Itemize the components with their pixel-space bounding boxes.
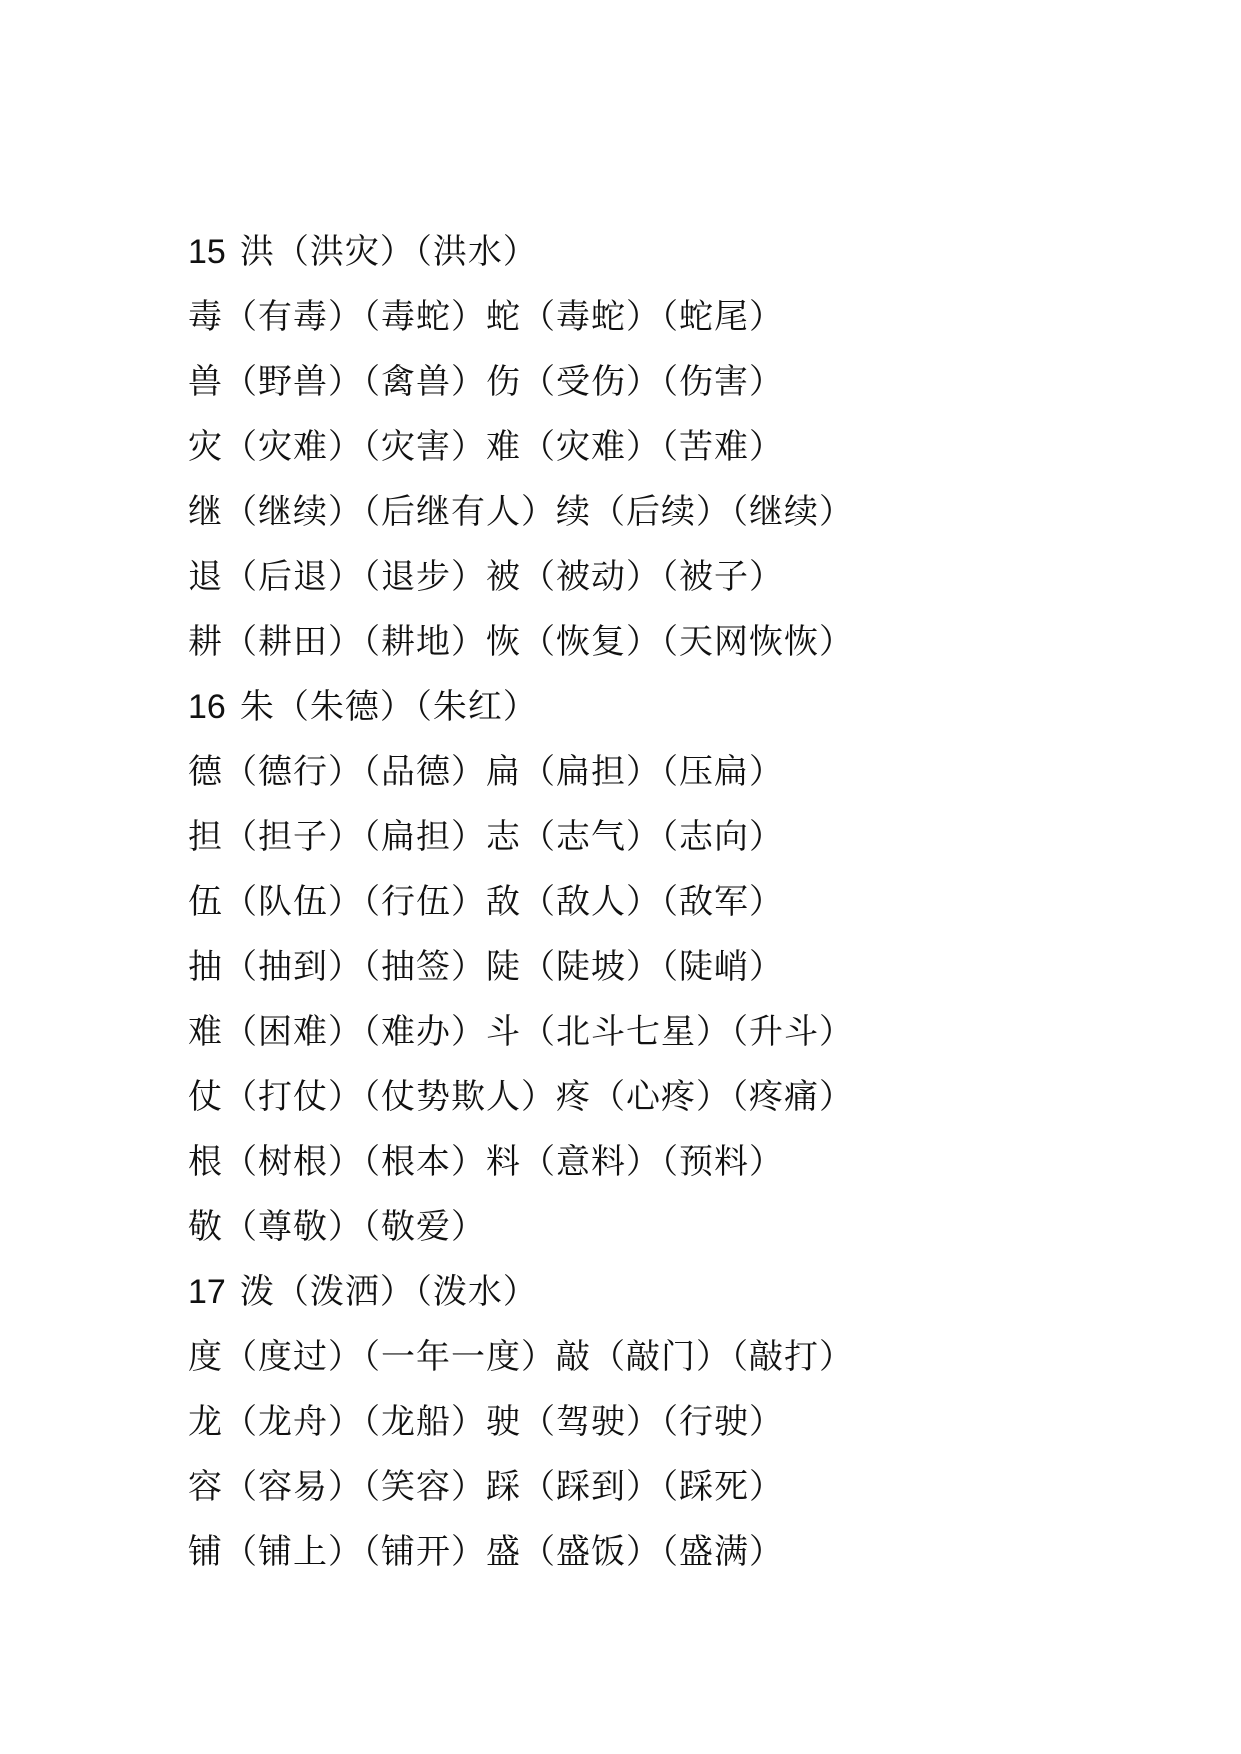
word-line xyxy=(188,740,854,805)
lesson-number: 15 xyxy=(188,233,226,271)
line-text: 度（度过）（一年一度）敲（敲门）（敲打） xyxy=(188,1337,854,1377)
word-line xyxy=(188,1195,854,1260)
line-text: 龙（龙舟）（龙船）驶（驾驶）（行驶） xyxy=(188,1402,784,1442)
word-line xyxy=(188,480,854,545)
word-line xyxy=(188,1455,854,1520)
line-text: 德（德行）（品德）扁（扁担）（压扁） xyxy=(188,752,784,792)
line-text: 铺（铺上）（铺开）盛（盛饭）（盛满） xyxy=(188,1532,784,1572)
word-line xyxy=(188,285,854,350)
line-text: 抽（抽到）（抽签）陡（陡坡）（陡峭） xyxy=(188,947,784,987)
line-text: 洪（洪灾）（洪水） xyxy=(239,232,538,272)
lesson-number: 16 xyxy=(188,688,226,726)
line-text: 灾（灾难）（灾害）难（灾难）（苦难） xyxy=(188,427,784,467)
word-line xyxy=(188,350,854,415)
word-line xyxy=(188,935,854,1000)
line-text: 继（继续）（后继有人）续（后续）（继续） xyxy=(188,492,854,532)
line-text: 担（担子）（扁担）志（志气）（志向） xyxy=(188,817,784,857)
line-text: 难（困难）（难办）斗（北斗七星）（升斗） xyxy=(188,1012,854,1052)
word-line xyxy=(188,1130,854,1195)
lesson-line xyxy=(188,1260,854,1325)
word-line xyxy=(188,1325,854,1390)
word-line xyxy=(188,610,854,675)
word-line xyxy=(188,415,854,480)
lesson-line xyxy=(188,220,854,285)
word-line xyxy=(188,1000,854,1065)
vocabulary-list xyxy=(188,220,854,1585)
word-line xyxy=(188,545,854,610)
word-line xyxy=(188,1065,854,1130)
line-text: 伍（队伍）（行伍）敌（敌人）（敌军） xyxy=(188,882,784,922)
line-text: 泼（泼洒）（泼水） xyxy=(239,1272,538,1312)
line-text: 容（容易）（笑容）踩（踩到）（踩死） xyxy=(188,1467,784,1507)
word-line xyxy=(188,870,854,935)
line-text: 兽（野兽）（禽兽）伤（受伤）（伤害） xyxy=(188,362,784,402)
line-text: 朱（朱德）（朱红） xyxy=(239,687,538,727)
lesson-number: 17 xyxy=(188,1273,226,1311)
word-line xyxy=(188,1520,854,1585)
line-text: 退（后退）（退步）被（被动）（被子） xyxy=(188,557,784,597)
lesson-line xyxy=(188,675,854,740)
word-line xyxy=(188,805,854,870)
line-text: 仗（打仗）（仗势欺人）疼（心疼）（疼痛） xyxy=(188,1077,854,1117)
line-text: 敬（尊敬）（敬爱） xyxy=(188,1207,486,1247)
line-text: 根（树根）（根本）料（意料）（预料） xyxy=(188,1142,784,1182)
line-text: 耕（耕田）（耕地）恢（恢复）（天网恢恢） xyxy=(188,622,854,662)
line-text: 毒（有毒）（毒蛇）蛇（毒蛇）（蛇尾） xyxy=(188,297,784,337)
word-line xyxy=(188,1390,854,1455)
